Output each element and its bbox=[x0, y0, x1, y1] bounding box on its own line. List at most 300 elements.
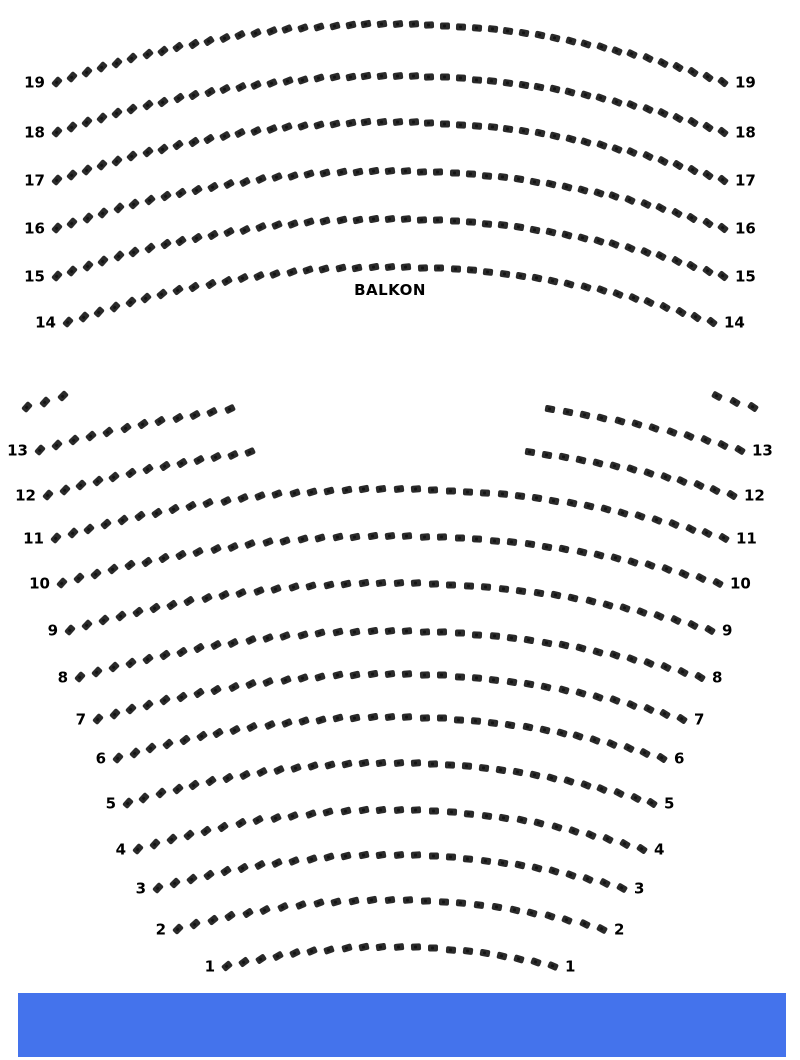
seat[interactable] bbox=[497, 858, 508, 867]
seat[interactable] bbox=[315, 715, 327, 725]
seat[interactable] bbox=[303, 217, 315, 227]
seat[interactable] bbox=[411, 485, 422, 493]
seat[interactable] bbox=[73, 572, 85, 584]
seat[interactable] bbox=[487, 123, 498, 131]
seat[interactable] bbox=[185, 501, 197, 512]
seat[interactable] bbox=[479, 764, 490, 772]
seat[interactable] bbox=[627, 654, 639, 664]
seat[interactable] bbox=[561, 230, 573, 240]
seat[interactable] bbox=[210, 544, 222, 555]
seat[interactable] bbox=[558, 685, 570, 695]
seat[interactable] bbox=[450, 170, 460, 177]
seat[interactable] bbox=[96, 111, 108, 123]
seat[interactable] bbox=[516, 816, 527, 825]
seat[interactable] bbox=[424, 73, 434, 80]
seat[interactable] bbox=[297, 630, 309, 640]
seat[interactable] bbox=[636, 607, 648, 617]
seat[interactable] bbox=[159, 694, 171, 706]
seat[interactable] bbox=[498, 585, 509, 593]
seat[interactable] bbox=[677, 667, 689, 678]
seat[interactable] bbox=[376, 851, 387, 860]
seat[interactable] bbox=[593, 236, 605, 246]
seat[interactable] bbox=[429, 580, 439, 587]
seat[interactable] bbox=[306, 946, 318, 956]
seat[interactable] bbox=[608, 239, 620, 249]
seat[interactable] bbox=[499, 813, 510, 822]
seat[interactable] bbox=[141, 653, 153, 665]
seat[interactable] bbox=[352, 167, 363, 176]
seat[interactable] bbox=[612, 289, 624, 300]
seat[interactable] bbox=[189, 409, 201, 420]
seat[interactable] bbox=[411, 852, 421, 860]
seat[interactable] bbox=[188, 136, 200, 148]
seat[interactable] bbox=[239, 224, 251, 235]
seat[interactable] bbox=[332, 533, 343, 542]
seat[interactable] bbox=[549, 496, 560, 505]
seat[interactable] bbox=[440, 74, 450, 81]
seat[interactable] bbox=[141, 556, 153, 568]
seat[interactable] bbox=[659, 708, 671, 719]
seat[interactable] bbox=[487, 77, 498, 85]
seat[interactable] bbox=[332, 671, 344, 680]
seat[interactable] bbox=[456, 121, 466, 128]
seat[interactable] bbox=[155, 787, 167, 799]
seat[interactable] bbox=[277, 902, 289, 913]
seat[interactable] bbox=[609, 461, 621, 471]
seat[interactable] bbox=[580, 39, 592, 49]
seat[interactable] bbox=[176, 646, 188, 657]
seat[interactable] bbox=[592, 691, 604, 701]
seat[interactable] bbox=[711, 391, 723, 402]
seat[interactable] bbox=[402, 627, 413, 635]
seat[interactable] bbox=[329, 21, 341, 30]
seat[interactable] bbox=[107, 563, 119, 575]
seat[interactable] bbox=[548, 866, 560, 876]
seat[interactable] bbox=[734, 444, 746, 455]
seat[interactable] bbox=[207, 181, 219, 192]
seat[interactable] bbox=[602, 600, 614, 610]
seat[interactable] bbox=[51, 270, 63, 282]
seat[interactable] bbox=[269, 269, 281, 279]
seat[interactable] bbox=[352, 215, 363, 224]
seat[interactable] bbox=[51, 76, 63, 88]
seat[interactable] bbox=[239, 176, 251, 187]
seat[interactable] bbox=[306, 487, 318, 497]
seat[interactable] bbox=[332, 714, 344, 723]
seat[interactable] bbox=[600, 504, 612, 514]
seat[interactable] bbox=[702, 169, 714, 181]
seat[interactable] bbox=[566, 499, 577, 508]
seat[interactable] bbox=[529, 225, 540, 234]
seat[interactable] bbox=[393, 851, 404, 859]
seat[interactable] bbox=[66, 71, 78, 83]
seat[interactable] bbox=[651, 515, 663, 525]
seat[interactable] bbox=[545, 227, 556, 236]
seat[interactable] bbox=[160, 191, 172, 203]
seat[interactable] bbox=[367, 670, 378, 679]
seat[interactable] bbox=[287, 171, 299, 181]
seat[interactable] bbox=[336, 168, 347, 177]
seat[interactable] bbox=[313, 74, 325, 84]
seat[interactable] bbox=[564, 279, 576, 289]
seat[interactable] bbox=[200, 825, 212, 837]
seat[interactable] bbox=[549, 33, 560, 42]
seat[interactable] bbox=[687, 164, 699, 175]
seat[interactable] bbox=[534, 83, 545, 92]
seat[interactable] bbox=[102, 426, 114, 438]
seat[interactable] bbox=[90, 568, 102, 580]
seat[interactable] bbox=[128, 198, 140, 210]
seat[interactable] bbox=[250, 79, 262, 90]
seat[interactable] bbox=[529, 770, 540, 779]
seat[interactable] bbox=[176, 457, 188, 468]
seat[interactable] bbox=[565, 87, 577, 97]
seat[interactable] bbox=[402, 670, 413, 678]
seat[interactable] bbox=[657, 155, 669, 166]
seat[interactable] bbox=[686, 212, 698, 223]
seat[interactable] bbox=[596, 42, 608, 52]
seat[interactable] bbox=[533, 589, 544, 598]
seat[interactable] bbox=[159, 460, 171, 471]
seat[interactable] bbox=[171, 783, 183, 795]
seat[interactable] bbox=[672, 112, 684, 123]
seat[interactable] bbox=[541, 682, 552, 691]
seat[interactable] bbox=[393, 485, 404, 493]
seat[interactable] bbox=[336, 216, 347, 225]
seat[interactable] bbox=[367, 896, 378, 905]
seat[interactable] bbox=[541, 638, 552, 647]
seat[interactable] bbox=[152, 882, 164, 894]
seat[interactable] bbox=[303, 169, 315, 179]
seat[interactable] bbox=[597, 413, 609, 422]
seat[interactable] bbox=[223, 226, 235, 237]
seat[interactable] bbox=[287, 810, 299, 820]
seat[interactable] bbox=[221, 960, 233, 972]
seat[interactable] bbox=[250, 126, 262, 137]
seat[interactable] bbox=[472, 631, 482, 639]
seat[interactable] bbox=[534, 31, 545, 40]
seat[interactable] bbox=[142, 146, 154, 158]
seat[interactable] bbox=[561, 182, 573, 192]
seat[interactable] bbox=[497, 491, 508, 499]
seat[interactable] bbox=[561, 915, 573, 925]
seat[interactable] bbox=[482, 220, 493, 228]
seat[interactable] bbox=[518, 127, 529, 136]
seat[interactable] bbox=[668, 519, 680, 530]
seat[interactable] bbox=[655, 251, 667, 262]
seat[interactable] bbox=[223, 178, 235, 189]
seat[interactable] bbox=[298, 716, 310, 726]
seat[interactable] bbox=[644, 560, 656, 570]
seat[interactable] bbox=[596, 784, 608, 795]
seat[interactable] bbox=[627, 557, 639, 567]
seat[interactable] bbox=[642, 53, 654, 64]
seat[interactable] bbox=[503, 79, 514, 87]
seat[interactable] bbox=[451, 266, 461, 273]
seat[interactable] bbox=[428, 853, 438, 860]
seat[interactable] bbox=[641, 104, 653, 115]
seat[interactable] bbox=[568, 594, 579, 603]
seat[interactable] bbox=[93, 306, 105, 318]
seat[interactable] bbox=[67, 527, 79, 539]
seat[interactable] bbox=[112, 752, 124, 764]
seat[interactable] bbox=[302, 265, 314, 275]
seat[interactable] bbox=[446, 854, 456, 861]
seat[interactable] bbox=[329, 119, 341, 128]
seat[interactable] bbox=[656, 752, 668, 763]
seat[interactable] bbox=[66, 121, 78, 133]
seat[interactable] bbox=[290, 763, 302, 773]
seat[interactable] bbox=[596, 93, 608, 103]
seat[interactable] bbox=[666, 427, 678, 437]
seat[interactable] bbox=[273, 765, 285, 776]
seat[interactable] bbox=[408, 72, 419, 80]
seat[interactable] bbox=[111, 107, 123, 119]
seat[interactable] bbox=[611, 96, 623, 106]
seat[interactable] bbox=[434, 265, 444, 272]
seat[interactable] bbox=[402, 532, 413, 540]
seat[interactable] bbox=[642, 151, 654, 162]
seat[interactable] bbox=[270, 584, 282, 594]
seat[interactable] bbox=[151, 507, 163, 519]
seat[interactable] bbox=[271, 857, 283, 868]
seat[interactable] bbox=[255, 174, 267, 185]
seat[interactable] bbox=[541, 542, 552, 551]
seat[interactable] bbox=[324, 760, 336, 770]
seat[interactable] bbox=[514, 861, 525, 870]
seat[interactable] bbox=[643, 297, 655, 308]
seat[interactable] bbox=[345, 72, 356, 81]
seat[interactable] bbox=[224, 911, 236, 923]
seat[interactable] bbox=[626, 699, 638, 710]
seat[interactable] bbox=[592, 458, 604, 468]
seat[interactable] bbox=[149, 838, 161, 850]
seat[interactable] bbox=[499, 270, 510, 278]
seat[interactable] bbox=[496, 951, 507, 960]
seat[interactable] bbox=[272, 950, 284, 961]
seat[interactable] bbox=[126, 103, 138, 115]
seat[interactable] bbox=[313, 22, 325, 32]
seat[interactable] bbox=[489, 676, 500, 684]
seat[interactable] bbox=[580, 282, 592, 292]
seat[interactable] bbox=[287, 219, 299, 229]
seat[interactable] bbox=[126, 52, 138, 64]
seat[interactable] bbox=[193, 454, 205, 465]
seat[interactable] bbox=[132, 843, 144, 855]
seat[interactable] bbox=[717, 76, 729, 88]
seat[interactable] bbox=[608, 191, 620, 201]
seat[interactable] bbox=[85, 430, 97, 442]
seat[interactable] bbox=[429, 808, 439, 815]
seat[interactable] bbox=[558, 453, 569, 462]
seat[interactable] bbox=[613, 788, 625, 799]
seat[interactable] bbox=[483, 268, 494, 276]
seat[interactable] bbox=[188, 779, 200, 791]
seat[interactable] bbox=[157, 96, 169, 108]
seat[interactable] bbox=[188, 281, 200, 293]
seat[interactable] bbox=[188, 89, 200, 100]
seat[interactable] bbox=[297, 534, 309, 544]
seat[interactable] bbox=[671, 207, 683, 218]
seat[interactable] bbox=[376, 943, 387, 952]
seat[interactable] bbox=[289, 948, 301, 959]
seat[interactable] bbox=[611, 143, 623, 153]
seat[interactable] bbox=[219, 32, 231, 43]
seat[interactable] bbox=[596, 285, 608, 295]
seat[interactable] bbox=[642, 704, 654, 715]
seat[interactable] bbox=[145, 742, 157, 754]
seat[interactable] bbox=[234, 30, 246, 41]
seat[interactable] bbox=[466, 170, 476, 178]
seat[interactable] bbox=[377, 72, 388, 80]
seat[interactable] bbox=[212, 727, 224, 738]
seat[interactable] bbox=[672, 159, 684, 170]
seat[interactable] bbox=[140, 292, 152, 304]
seat[interactable] bbox=[709, 485, 721, 496]
seat[interactable] bbox=[244, 539, 256, 550]
seat[interactable] bbox=[634, 511, 646, 521]
seat[interactable] bbox=[219, 84, 231, 95]
seat[interactable] bbox=[117, 514, 129, 526]
seat[interactable] bbox=[627, 293, 639, 304]
seat[interactable] bbox=[524, 636, 535, 645]
seat[interactable] bbox=[50, 532, 62, 544]
seat[interactable] bbox=[717, 174, 729, 186]
seat[interactable] bbox=[393, 118, 404, 126]
seat[interactable] bbox=[533, 819, 545, 829]
seat[interactable] bbox=[160, 239, 172, 251]
seat[interactable] bbox=[253, 586, 265, 596]
seat[interactable] bbox=[464, 810, 475, 818]
seat[interactable] bbox=[523, 680, 534, 689]
seat[interactable] bbox=[577, 185, 589, 195]
seat[interactable] bbox=[324, 945, 336, 955]
seat[interactable] bbox=[729, 396, 741, 407]
seat[interactable] bbox=[186, 873, 198, 885]
seat[interactable] bbox=[480, 489, 490, 497]
seat[interactable] bbox=[295, 900, 307, 910]
seat[interactable] bbox=[239, 770, 251, 781]
seat[interactable] bbox=[424, 119, 434, 126]
seat[interactable] bbox=[210, 684, 222, 695]
seat[interactable] bbox=[747, 401, 759, 412]
seat[interactable] bbox=[462, 763, 472, 771]
seat[interactable] bbox=[474, 901, 485, 909]
seat[interactable] bbox=[51, 174, 63, 186]
seat[interactable] bbox=[201, 593, 213, 604]
seat[interactable] bbox=[491, 903, 502, 912]
seat[interactable] bbox=[97, 255, 109, 267]
seat[interactable] bbox=[488, 719, 499, 727]
seat[interactable] bbox=[489, 632, 500, 640]
seat[interactable] bbox=[51, 439, 63, 451]
seat[interactable] bbox=[420, 533, 430, 541]
seat[interactable] bbox=[463, 855, 474, 863]
seat[interactable] bbox=[575, 688, 587, 698]
seat[interactable] bbox=[450, 218, 460, 225]
seat[interactable] bbox=[467, 267, 477, 275]
seat[interactable] bbox=[259, 904, 271, 915]
seat[interactable] bbox=[401, 263, 412, 271]
seat[interactable] bbox=[279, 536, 291, 546]
seat[interactable] bbox=[307, 761, 319, 771]
seat[interactable] bbox=[122, 797, 134, 809]
seat[interactable] bbox=[676, 713, 688, 724]
seat[interactable] bbox=[579, 410, 590, 419]
seat[interactable] bbox=[481, 811, 492, 819]
seat[interactable] bbox=[314, 533, 326, 543]
seat[interactable] bbox=[314, 628, 326, 638]
seat[interactable] bbox=[428, 760, 438, 767]
seat[interactable] bbox=[515, 492, 526, 500]
seat[interactable] bbox=[175, 235, 187, 247]
seat[interactable] bbox=[205, 776, 217, 788]
seat[interactable] bbox=[456, 23, 466, 30]
seat[interactable] bbox=[496, 766, 507, 775]
seat[interactable] bbox=[385, 532, 396, 540]
seat[interactable] bbox=[206, 406, 218, 417]
seat[interactable] bbox=[660, 472, 672, 483]
seat[interactable] bbox=[144, 194, 156, 206]
seat[interactable] bbox=[385, 627, 396, 635]
seat[interactable] bbox=[341, 485, 352, 494]
seat[interactable] bbox=[172, 923, 184, 935]
seat[interactable] bbox=[718, 532, 730, 543]
seat[interactable] bbox=[57, 390, 69, 402]
seat[interactable] bbox=[585, 596, 597, 606]
seat[interactable] bbox=[599, 878, 611, 889]
seat[interactable] bbox=[349, 896, 360, 905]
seat[interactable] bbox=[244, 447, 256, 458]
seat[interactable] bbox=[675, 306, 687, 317]
seat[interactable] bbox=[171, 412, 183, 423]
seat[interactable] bbox=[271, 220, 283, 230]
seat[interactable] bbox=[202, 498, 214, 509]
seat[interactable] bbox=[606, 739, 618, 750]
seat[interactable] bbox=[385, 670, 396, 678]
seat[interactable] bbox=[349, 532, 360, 541]
seat[interactable] bbox=[34, 444, 46, 456]
seat[interactable] bbox=[712, 577, 724, 588]
seat[interactable] bbox=[368, 215, 379, 224]
seat[interactable] bbox=[550, 591, 561, 600]
seat[interactable] bbox=[126, 150, 138, 162]
seat[interactable] bbox=[189, 918, 201, 930]
seat[interactable] bbox=[626, 464, 638, 474]
seat[interactable] bbox=[108, 471, 120, 483]
seat[interactable] bbox=[702, 217, 714, 229]
seat[interactable] bbox=[166, 833, 178, 845]
seat[interactable] bbox=[207, 229, 219, 240]
seat[interactable] bbox=[219, 130, 231, 141]
seat[interactable] bbox=[653, 611, 665, 622]
seat[interactable] bbox=[242, 907, 254, 918]
seat[interactable] bbox=[609, 695, 621, 705]
seat[interactable] bbox=[96, 61, 108, 73]
seat[interactable] bbox=[350, 713, 361, 722]
seat[interactable] bbox=[403, 896, 414, 904]
seat[interactable] bbox=[245, 635, 257, 646]
seat[interactable] bbox=[690, 311, 702, 323]
seat[interactable] bbox=[358, 485, 369, 494]
seat[interactable] bbox=[237, 862, 249, 873]
seat[interactable] bbox=[262, 676, 274, 687]
seat[interactable] bbox=[154, 415, 166, 426]
seat[interactable] bbox=[144, 242, 156, 254]
seat[interactable] bbox=[97, 207, 109, 219]
seat[interactable] bbox=[288, 855, 300, 865]
seat[interactable] bbox=[367, 532, 378, 541]
